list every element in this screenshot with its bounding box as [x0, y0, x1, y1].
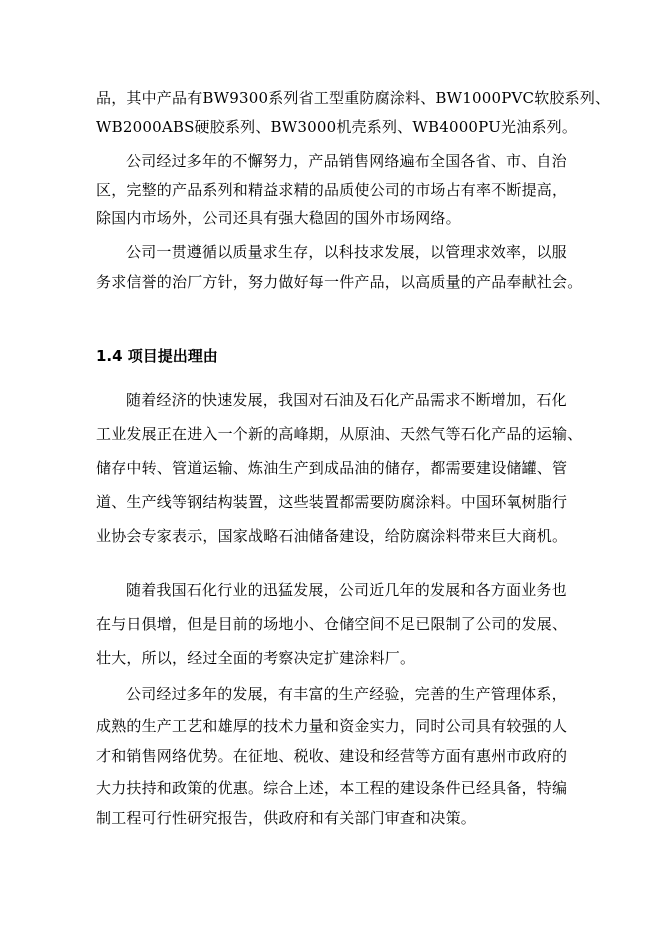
paragraph-line: 制工程可行性研究报告，供政府和有关部门审查和决策。	[96, 809, 477, 827]
paragraph-line: 在与日俱增，但是目前的场地小、仓储空间不足已限制了公司的发展、	[96, 615, 568, 633]
section-heading: 1.4 项目提出理由	[96, 347, 218, 365]
paragraph-line: WB2000ABS硬胶系列、BW3000机壳系列、WB4000PU光油系列。	[96, 118, 578, 136]
paragraph-line: 大力扶持和政策的优惠。综合上述，本工程的建设条件已经具备，特编	[96, 779, 568, 797]
paragraph-line: 随着我国石化行业的迅猛发展，公司近几年的发展和各方面业务也	[126, 581, 567, 599]
paragraph-line: 工业发展正在进入一个新的高峰期，从原油、天然气等石化产品的运输、	[96, 425, 583, 443]
paragraph-line: 才和销售网络优势。在征地、税收、建设和经营等方面有惠州市政府的	[96, 747, 568, 765]
paragraph-line: 区，完整的产品系列和精益求精的品质使公司的市场占有率不断提高，	[96, 181, 568, 199]
paragraph-line: 储存中转、管道运输、炼油生产到成品油的储存，都需要建设储罐、管	[96, 459, 568, 477]
paragraph-line: 随着经济的快速发展，我国对石油及石化产品需求不断增加，石化	[126, 391, 567, 409]
paragraph-line: 业协会专家表示，国家战略石油储备建设，给防腐涂料带来巨大商机。	[96, 527, 568, 545]
paragraph-line: 公司经过多年的发展，有丰富的生产经验，完善的生产管理体系，	[126, 685, 567, 703]
paragraph-line: 品，其中产品有BW9300系列省工型重防腐涂料、BW1000PVC软胶系列、	[96, 89, 611, 107]
paragraph-line: 成熟的生产工艺和雄厚的技术力量和资金实力，同时公司具有较强的人	[96, 717, 568, 735]
paragraph-line: 除国内市场外，公司还具有强大稳固的国外市场网络。	[96, 209, 461, 227]
paragraph-line: 壮大，所以，经过全面的考察决定扩建涂料厂。	[96, 649, 416, 667]
paragraph-line: 公司一贯遵循以质量求生存，以科技求发展，以管理求效率，以服	[126, 243, 567, 261]
paragraph-line: 务求信誉的治厂方针，努力做好每一件产品，以高质量的产品奉献社会。	[96, 273, 583, 291]
paragraph-line: 道、生产线等钢结构装置，这些装置都需要防腐涂料。中国环氧树脂行	[96, 493, 568, 511]
paragraph-line: 公司经过多年的不懈努力，产品销售网络遍布全国各省、市、自治	[126, 152, 567, 170]
